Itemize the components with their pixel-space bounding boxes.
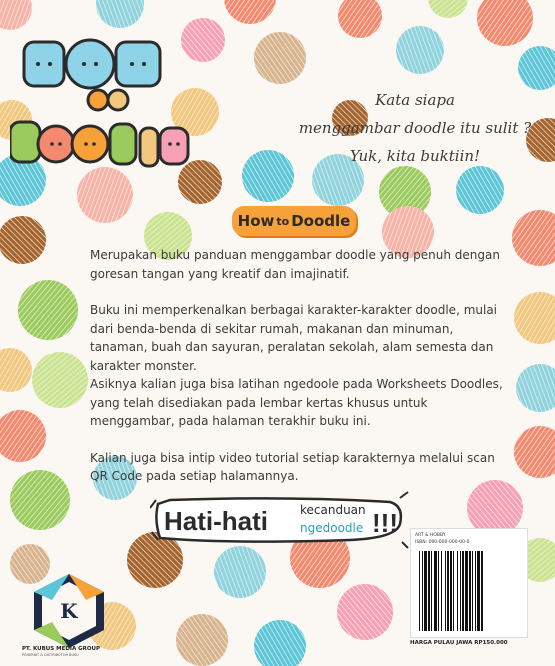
description-paragraph-4: Kalian juga bisa intip video tutorial setiap karakternya melalui scan QR Code pada setiap halamannya. [90,450,495,483]
price-label: HARGA PULAU JAWA RP150.000 [410,640,508,646]
barcode-box [410,528,528,638]
description-paragraph-2: Buku ini memperkenalkan berbagai karakter-karakter doodle, mulai dari benda-benda di sekitar rumah, makanan dan minuman, tanaman, buah dan sayuran, peralatan sekolah, alam semesta dan karakter monster. [90,303,498,373]
description-paragraph-3: Asiknya kalian juga bisa latihan ngedoole pada Worksheets Doodles, yang telah disediakan pada lembar kertas khusus untuk menggambar, pada halaman terakhir buku ini. [90,377,503,428]
badge-doodle: Doodle [291,212,351,230]
banner-exclaim: !!! [372,508,398,538]
book-category: ART & HOBBY [415,533,446,538]
publisher-name: PT. KUBUS MEDIA GROUP [22,646,101,652]
banner-bottom: ngedoodle [300,521,364,535]
warning-banner [150,490,410,550]
tagline-line-1: Kata siapa [375,91,455,109]
badge-to: to [276,214,290,228]
tagline-line-2: menggambar doodle itu sulit ? [298,119,532,137]
how-to-doodle-badge [232,206,356,236]
how-to-doodle-logo [10,36,200,176]
barcode-bars [417,551,521,633]
banner-top: kecanduan [300,503,366,517]
svg-text:K: K [60,599,78,623]
isbn-number: ISBN: 000-000-000-00-0 [415,540,470,545]
badge-how: How [237,212,275,230]
description [90,246,510,486]
description-paragraph-1: Merupakan buku panduan menggambar doodle yang penuh dengan goresan tangan yang kreatif dan imajinatif. [90,248,500,281]
tagline [290,86,540,170]
tagline-line-3: Yuk, kita buktiin! [349,147,481,165]
publisher-subtitle: PENERBIT & DISTRIBUTOR BUKU [22,653,79,657]
banner-main: Hati-hati [164,506,268,536]
publisher-logo [24,570,114,650]
